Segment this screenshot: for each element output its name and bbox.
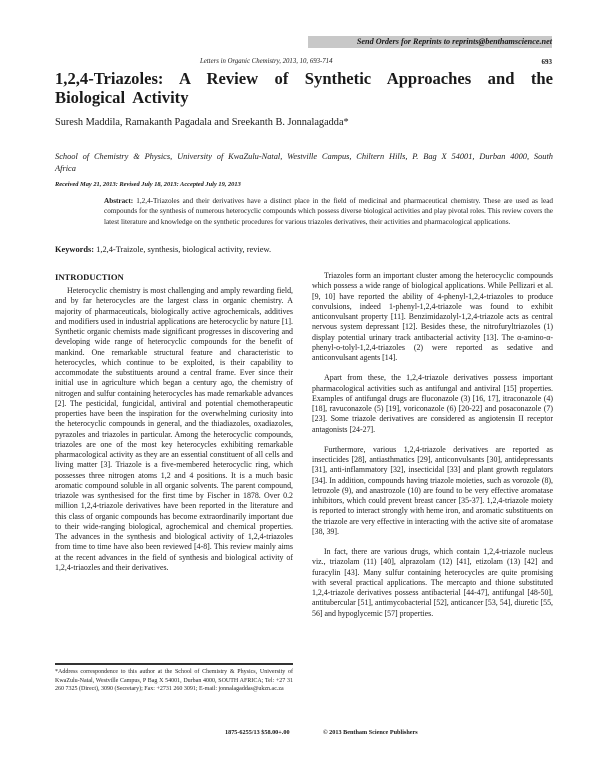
- body-paragraph: Heterocyclic chemistry is most challenging and amply rewarding field, and by far heterocycles are the largest class in organic chemistry. A majority of pharmaceuticals, biologically active agrochemicals, additives and modifiers used in industrial applications are heterocyclic by nature [1]. Synthetic organic chemists made significant progresses in discovering and developing wide range of heterocyclic compounds for the benefit of mankind. One remarkable structural feature and characteristic to heterocycles, which continue to be exploited, is their capability to accommodate the substituents around a central frame. Ever since their initial use in agriculture which began a century ago, the chemistry of nitrogen and sulfur containing heterocycles has made remarkable advances [2]. The pesticidal, fungicidal, antiviral and potential chemotherapeutic properties have been the inspiration for the overwhelming curiosity into the heterocyclic compounds in general, and the thiadiazoles, oxadiazoles, pyrazoles and triazoles in particular. Among the heterocyclic compounds, triazoles are one of the most key heterocycles exhibiting remarkable pharmacological activity as they are an essential constituent of all cells and living matter [3]. Triazole is a five-membered heterocyclic ring, which possesses three nitrogen atoms 1,2 and 4 positions. It is a much basic aromatic compound soluble in all organic solvents. The parent compound, triazole was synthesised for the first time by Fischer in 1878. Over 0.2 million 1,2,4-triazole derivatives have been reported in the literature and this class of organic compounds has become extraordinarily important due to their wide-ranging biological, agrochemical and chemical properties. The advances in the synthesis and biological activity of 1,2,4-triazoles from time to time have also been reviewed [4-8]. This review mainly aims at the recent advances in the field of synthesis and biological activity of 1,2,4-triaozles and their derivatives.: [55, 286, 293, 572]
- reprint-notice: Send Orders for Reprints to reprints@benthamscience.net: [308, 36, 552, 48]
- journal-citation: Letters in Organic Chemistry, 2013, 10, 693-714: [200, 58, 333, 65]
- right-column: [312, 271, 553, 619]
- body-paragraph: In fact, there are various drugs, which contain 1,2,4-triazole nucleus viz., triazolam (11) [40], alprazolam (12) [41], etizolam (13) [42] and furacylin [43]. Many sulfur containing heterocycles are quite promising with several practical applications. The mercapto and thione substituted 1,2,4-triazole derivatives possess antibacterial [44-47], antifungal [48-50], antitubercular [51], antimycobacterial [52], anticancer [53, 54], diuretic [55, 56] and hypoglycemic [57] properties.: [312, 547, 553, 618]
- article-title: 1,2,4-Triazoles: A Review of Synthetic Approaches and the Biological Activity: [55, 69, 553, 107]
- keywords-text: 1,2,4-Traizole, synthesis, biological activity, review.: [96, 245, 272, 254]
- keywords-label: Keywords:: [55, 245, 95, 254]
- correspondence-footnote: *Address correspondence to this author at the School of Chemistry & Physics, University of KwaZulu-Natal, Westville Campus, P Bag X 54001, Durban 4000, SOUTH AFRICA; Tel: +27 31 260 7325 (Direct), 3090 (Secretary); Fax: +2731 260 3091; E-mail: jonnalagaddas@ukzn.ac.za: [55, 669, 293, 693]
- abstract: [104, 196, 553, 227]
- left-column: [55, 286, 293, 573]
- footnote-divider: [55, 663, 293, 665]
- abstract-label: Abstract:: [104, 197, 134, 205]
- section-heading-introduction: INTRODUCTION: [55, 272, 124, 282]
- keywords: [55, 245, 271, 254]
- abstract-text: 1,2,4-Triazoles and their derivatives have a distinct place in the field of medicinal and pharmaceutical chemistry. These are used as lead compounds for the synthesis of numerous heterocyclic compounds which possess diverse biological activities and play pivotal roles. This review covers the latest literature and knowledge on the synthetic procedures for various triazoles derivatives, their activities and pharmacological applications.: [104, 197, 553, 226]
- body-paragraph: Triazoles form an important cluster among the heterocyclic compounds which possess a wide range of biological applications. While Pellizari et al. [9, 10] have reported the ability of 4-phenyl-1,2,4-triazoles to produce convulsions, indeed 1-phenyl-1,2,4-triazole was found to exhibit anticonvulsant property [11]. Benzimidazolyl-1,2,4-triazole acts as central nervous system depressant [12]. Besides these, the nitrofuryltriazoles (1) display potential urinary track antibacterial activity [13]. The α-amino-α-phenyl-o-tolyl-1,2,4-triazoles (2) were reported as sedative and anticonvulsant agents [14].: [312, 271, 553, 362]
- affiliation: School of Chemistry & Physics, University of KwaZulu-Natal, Westville Campus, Chiltern Hills, P. Bag X 54001, Durban 4000, South Africa: [55, 152, 553, 173]
- issn-price: 1875-6255/13 $58.00+.00: [225, 729, 290, 736]
- body-paragraph: Apart from these, the 1,2,4-triazole derivatives possess important pharmacological activities such as antifungal and antiviral [15] properties. Examples of antifungal drugs are fluconazole (3) [16, 17], itraconazole (4) [18], ravuconazole (5) [19], voriconazole (6) [20-22] and posaconazole (7) [23]. Some triazole derivatives are considered as angiotensin II receptor antagonists [24-27].: [312, 373, 553, 434]
- copyright: © 2013 Bentham Science Publishers: [323, 729, 418, 736]
- received-dates: Received May 21, 2013: Revised July 18, 2013: Accepted July 19, 2013: [55, 181, 241, 188]
- body-paragraph: Furthermore, various 1,2,4-triazole derivatives are reported as insecticides [28], antiasthmatics [29], anticonvulsants [30], antidepressants [31], anti-inflammatory [32], insecticidal [33] and plant growth regulators [34]. In addition, compounds having triazole moieties, such as vorozole (8), letrozole (9), and anastrozole (10) are found to be very effective aromatase inhibitors, which could prevent breast cancer [35-37]. 1,2,4-triazole moiety is reported to interact strongly with heme iron, and aromatic substituents on the triazole are very effective in interacting with the active site of aromatase [38, 39].: [312, 444, 553, 536]
- page-number: 693: [541, 58, 552, 66]
- author-list: Suresh Maddila, Ramakanth Pagadala and Sreekanth B. Jonnalagadda*: [55, 117, 349, 128]
